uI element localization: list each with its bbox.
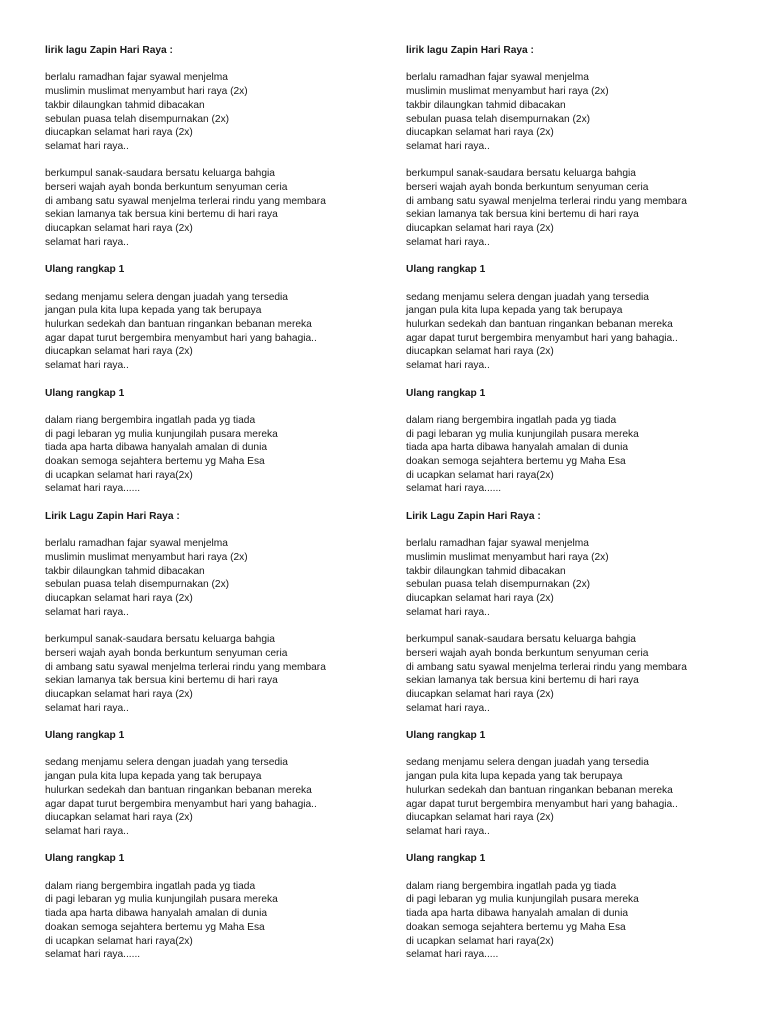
lyric-line: diucapkan selamat hari raya (2x)	[406, 346, 554, 358]
lyric-line: selamat hari raya..	[406, 140, 490, 152]
lyric-stanza	[406, 537, 736, 619]
lyric-line: muslimin muslimat menyambut hari raya (2x)	[45, 551, 248, 563]
lyric-line: takbir dilaungkan tahmid dibacakan	[406, 565, 566, 577]
lyric-stanza	[45, 537, 375, 619]
heading-spacer	[406, 743, 736, 757]
lyric-line: tiada apa harta dibawa hanyalah amalan di dunia	[45, 908, 268, 920]
section-heading: Ulang rangkap 1	[406, 853, 486, 865]
lyric-line: jangan pula kita lupa kepada yang tak berupaya	[45, 771, 262, 783]
lyric-line: doakan semoga sejahtera bertemu yg Maha Esa	[406, 456, 626, 467]
lyric-line: di ucapkan selamat hari raya(2x)	[45, 935, 193, 947]
heading-spacer	[45, 58, 375, 72]
heading-spacer	[45, 400, 375, 414]
lyric-line: berseri wajah ayah bonda berkuntum senyuman ceria	[45, 182, 288, 193]
lyric-line: diucapkan selamat hari raya (2x)	[45, 688, 193, 700]
lyric-stanza	[406, 167, 736, 249]
lyric-line: di ambang satu syawal menjelma terlerai rindu yang membara	[406, 195, 687, 207]
lyric-line: di ucapkan selamat hari raya(2x)	[406, 935, 554, 947]
heading-spacer	[406, 866, 736, 880]
lyric-line: selamat hari raya..	[406, 606, 490, 618]
heading-spacer	[45, 524, 375, 538]
lyric-line: diucapkan selamat hari raya (2x)	[45, 223, 193, 235]
lyric-line: selamat hari raya..	[45, 825, 129, 837]
section-heading: Lirik Lagu Zapin Hari Raya :	[45, 510, 180, 522]
section-heading: Ulang rangkap 1	[406, 387, 486, 399]
lyric-line: diucapkan selamat hari raya (2x)	[45, 812, 193, 824]
section-heading: Ulang rangkap 1	[45, 730, 125, 741]
lyric-line: berlalu ramadhan fajar syawal menjelma	[406, 538, 589, 550]
lyric-line: hulurkan sedekah dan bantuan ringankan bebanan mereka	[45, 784, 312, 796]
lyric-line: sedang menjamu selera dengan juadah yang tersedia	[406, 757, 649, 769]
lyric-line: di pagi lebaran yg mulia kunjungilah pusara mereka	[45, 894, 278, 906]
lyric-line: tiada apa harta dibawa hanyalah amalan di dunia	[406, 442, 629, 454]
lyric-line: dalam riang bergembira ingatlah pada yg tiada	[406, 414, 617, 426]
section-heading: Ulang rangkap 1	[406, 730, 486, 741]
lyric-line: diucapkan selamat hari raya (2x)	[45, 593, 193, 604]
lyric-line: hulurkan sedekah dan bantuan ringankan bebanan mereka	[406, 319, 673, 330]
lyric-line: takbir dilaungkan tahmid dibacakan	[406, 99, 566, 111]
lyric-line: doakan semoga sejahtera bertemu yg Maha Esa	[406, 921, 626, 933]
lyric-line: diucapkan selamat hari raya (2x)	[406, 127, 554, 139]
heading-spacer	[45, 743, 375, 757]
lyric-line: selamat hari raya..	[45, 702, 129, 714]
lyric-line: muslimin muslimat menyambut hari raya (2x)	[406, 551, 609, 563]
lyric-line: agar dapat turut bergembira menyambut hari yang bahagia..	[45, 332, 317, 344]
lyric-stanza	[45, 633, 375, 715]
lyric-line: berlalu ramadhan fajar syawal menjelma	[406, 72, 589, 84]
lyric-line: agar dapat turut bergembira menyambut hari yang bahagia..	[406, 332, 678, 344]
lyric-line: selamat hari raya......	[406, 483, 502, 495]
lyric-line: jangan pula kita lupa kepada yang tak berupaya	[406, 305, 623, 317]
left-lyrics-column	[45, 44, 375, 962]
section-spacer	[45, 373, 375, 387]
lyric-line: selamat hari raya......	[45, 949, 141, 961]
lyric-line: selamat hari raya..	[45, 140, 129, 152]
lyric-line: di ucapkan selamat hari raya(2x)	[406, 469, 554, 481]
lyric-line: di pagi lebaran yg mulia kunjungilah pusara mereka	[45, 428, 278, 440]
lyric-line: agar dapat turut bergembira menyambut hari yang bahagia..	[45, 798, 317, 810]
lyric-line: hulurkan sedekah dan bantuan ringankan bebanan mereka	[45, 319, 312, 330]
section-heading: Ulang rangkap 1	[45, 264, 125, 276]
section-spacer	[45, 839, 375, 853]
lyric-stanza	[406, 756, 736, 838]
lyric-line: sekian lamanya tak bersua kini bertemu di hari raya	[406, 209, 639, 221]
lyric-line: berseri wajah ayah bonda berkuntum senyuman ceria	[406, 647, 649, 659]
lyric-line: takbir dilaungkan tahmid dibacakan	[45, 565, 205, 577]
lyric-line: di ambang satu syawal menjelma terlerai rindu yang membara	[45, 195, 326, 207]
heading-spacer	[45, 866, 375, 880]
lyric-line: takbir dilaungkan tahmid dibacakan	[45, 99, 205, 111]
lyric-stanza	[406, 633, 736, 715]
lyric-line: jangan pula kita lupa kepada yang tak berupaya	[406, 771, 623, 783]
section-spacer	[45, 496, 375, 510]
lyric-stanza	[45, 167, 375, 249]
lyric-line: jangan pula kita lupa kepada yang tak berupaya	[45, 305, 262, 317]
section-spacer	[45, 715, 375, 729]
lyric-line: selamat hari raya..	[45, 236, 129, 248]
heading-spacer	[406, 400, 736, 414]
lyric-stanza	[45, 880, 375, 962]
lyric-line: diucapkan selamat hari raya (2x)	[45, 346, 193, 358]
lyric-line: muslimin muslimat menyambut hari raya (2x)	[406, 86, 609, 98]
lyric-stanza	[406, 71, 736, 153]
lyric-line: tiada apa harta dibawa hanyalah amalan di dunia	[45, 442, 268, 454]
lyric-line: doakan semoga sejahtera bertemu yg Maha Esa	[45, 921, 265, 933]
heading-spacer	[406, 58, 736, 72]
stanza-spacer	[406, 154, 736, 168]
lyric-line: selamat hari raya..	[45, 606, 129, 618]
section-spacer	[406, 496, 736, 510]
lyric-line: sekian lamanya tak bersua kini bertemu di hari raya	[45, 209, 278, 221]
lyric-line: selamat hari raya..	[406, 360, 490, 372]
lyric-line: diucapkan selamat hari raya (2x)	[406, 812, 554, 824]
section-spacer	[406, 250, 736, 264]
heading-spacer	[406, 277, 736, 291]
section-spacer	[406, 373, 736, 387]
section-heading: lirik lagu Zapin Hari Raya :	[45, 45, 173, 56]
lyric-line: berkumpul sanak-saudara bersatu keluarga bahgia	[406, 168, 636, 180]
lyric-line: agar dapat turut bergembira menyambut hari yang bahagia..	[406, 798, 678, 810]
lyric-line: muslimin muslimat menyambut hari raya (2x)	[45, 86, 248, 98]
lyric-line: berlalu ramadhan fajar syawal menjelma	[45, 72, 228, 84]
lyric-line: sebulan puasa telah disempurnakan (2x)	[45, 113, 230, 125]
lyric-line: diucapkan selamat hari raya (2x)	[406, 223, 554, 235]
lyric-line: berseri wajah ayah bonda berkuntum senyuman ceria	[406, 182, 649, 193]
lyric-line: dalam riang bergembira ingatlah pada yg tiada	[45, 880, 256, 892]
lyric-line: selamat hari raya..	[45, 360, 129, 372]
lyric-line: sebulan puasa telah disempurnakan (2x)	[406, 579, 591, 591]
section-spacer	[45, 250, 375, 264]
section-spacer	[406, 839, 736, 853]
lyric-line: berlalu ramadhan fajar syawal menjelma	[45, 538, 228, 550]
lyric-line: sebulan puasa telah disempurnakan (2x)	[406, 113, 591, 125]
lyric-line: di pagi lebaran yg mulia kunjungilah pusara mereka	[406, 428, 639, 440]
lyric-line: sedang menjamu selera dengan juadah yang tersedia	[45, 757, 288, 769]
lyric-line: diucapkan selamat hari raya (2x)	[45, 127, 193, 139]
lyric-line: di ambang satu syawal menjelma terlerai rindu yang membara	[45, 661, 326, 673]
heading-spacer	[45, 277, 375, 291]
lyric-line: diucapkan selamat hari raya (2x)	[406, 688, 554, 700]
lyric-line: dalam riang bergembira ingatlah pada yg tiada	[406, 880, 617, 892]
section-spacer	[406, 715, 736, 729]
lyric-stanza	[45, 291, 375, 373]
lyric-line: dalam riang bergembira ingatlah pada yg tiada	[45, 414, 256, 426]
lyric-line: berkumpul sanak-saudara bersatu keluarga bahgia	[45, 634, 275, 646]
lyric-line: selamat hari raya......	[45, 483, 141, 495]
heading-spacer	[406, 524, 736, 538]
section-heading: Ulang rangkap 1	[406, 264, 486, 276]
stanza-spacer	[45, 154, 375, 168]
stanza-spacer	[45, 619, 375, 633]
lyric-line: hulurkan sedekah dan bantuan ringankan bebanan mereka	[406, 784, 673, 796]
lyric-line: selamat hari raya..	[406, 236, 490, 248]
section-heading: Lirik Lagu Zapin Hari Raya :	[406, 510, 541, 522]
section-heading: Ulang rangkap 1	[45, 853, 125, 865]
lyric-line: di ambang satu syawal menjelma terlerai rindu yang membara	[406, 661, 687, 673]
lyric-line: diucapkan selamat hari raya (2x)	[406, 593, 554, 604]
lyric-line: doakan semoga sejahtera bertemu yg Maha Esa	[45, 456, 265, 467]
lyric-line: selamat hari raya..	[406, 825, 490, 837]
lyric-stanza	[45, 71, 375, 153]
lyric-stanza	[406, 414, 736, 496]
lyric-stanza	[45, 756, 375, 838]
lyric-line: di pagi lebaran yg mulia kunjungilah pusara mereka	[406, 894, 639, 906]
lyric-line: sebulan puasa telah disempurnakan (2x)	[45, 579, 230, 591]
lyric-line: selamat hari raya.....	[406, 949, 499, 961]
section-heading: lirik lagu Zapin Hari Raya :	[406, 45, 534, 56]
section-heading: Ulang rangkap 1	[45, 387, 125, 399]
lyric-stanza	[406, 291, 736, 373]
right-lyrics-column	[406, 44, 736, 962]
lyric-line: sekian lamanya tak bersua kini bertemu di hari raya	[45, 675, 278, 687]
lyric-line: sedang menjamu selera dengan juadah yang tersedia	[45, 291, 288, 303]
lyric-line: sekian lamanya tak bersua kini bertemu di hari raya	[406, 675, 639, 687]
lyric-stanza	[45, 414, 375, 496]
lyric-line: berseri wajah ayah bonda berkuntum senyuman ceria	[45, 647, 288, 659]
lyric-line: tiada apa harta dibawa hanyalah amalan di dunia	[406, 908, 629, 920]
lyric-line: sedang menjamu selera dengan juadah yang tersedia	[406, 291, 649, 303]
lyric-line: berkumpul sanak-saudara bersatu keluarga bahgia	[45, 168, 275, 180]
lyric-line: berkumpul sanak-saudara bersatu keluarga bahgia	[406, 634, 636, 646]
lyric-line: selamat hari raya..	[406, 702, 490, 714]
lyric-stanza	[406, 880, 736, 962]
stanza-spacer	[406, 619, 736, 633]
lyric-line: di ucapkan selamat hari raya(2x)	[45, 469, 193, 481]
